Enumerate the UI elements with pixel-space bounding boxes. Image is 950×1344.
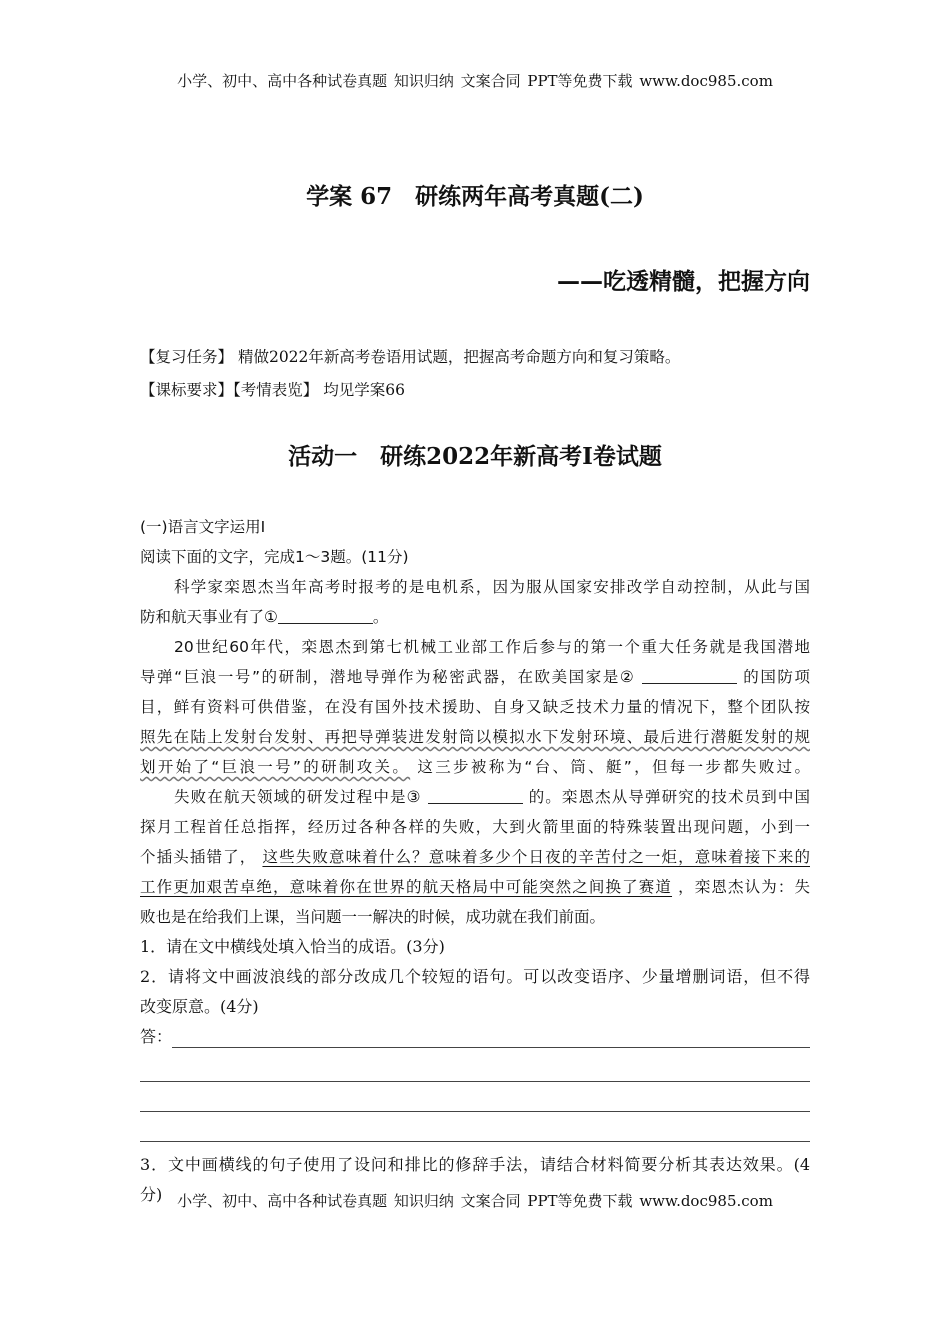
passage-line (140, 602, 810, 632)
text: 失败在航天领域的研发过程中是③ (174, 788, 422, 806)
page-subtitle: ——吃透精髓，把握方向 (557, 269, 810, 295)
page-header: 小学、初中、高中各种试卷真题 知识归纳 文案合同 PPT等免费下载 www.doc985.com (177, 72, 773, 90)
text: 这三步被称为“台、筒、艇”，但每一步都失败过。 (417, 758, 810, 776)
text: 。 (372, 608, 389, 626)
review-task (140, 345, 680, 367)
passage-line: 20世纪60年代，栾恩杰到第七机械工业部工作后参与的第一个重大任务就是我国潜地 (174, 638, 810, 656)
passage-line (140, 662, 810, 692)
passage-line (140, 752, 810, 782)
page-footer: 小学、初中、高中各种试卷真题 知识归纳 文案合同 PPT等免费下载 www.doc985.com (177, 1192, 773, 1210)
passage-line (140, 872, 810, 902)
meta-text: 均见学案66 (323, 381, 405, 399)
passage-line: 败也是在给我们上课，当问题一一解决的时候，成功就在我们前面。 (140, 908, 606, 926)
passage (140, 572, 810, 932)
passage-line (140, 842, 810, 872)
meta-label: 【复习任务】 (140, 348, 234, 366)
blank-3[interactable] (428, 785, 523, 804)
passage-line (140, 782, 810, 812)
answer-line[interactable] (172, 1022, 810, 1048)
text: 的。栾恩杰从导弹研究的技术员到中国 (528, 788, 810, 806)
passage-line (140, 692, 810, 722)
section-label: (一)语言文字运用Ⅰ (140, 518, 266, 536)
blank-2[interactable] (642, 665, 737, 684)
question-1: 1．请在文中横线处填入恰当的成语。(3分) (140, 937, 445, 956)
meta-text: 精做2022年新高考卷语用试题，把握高考命题方向和复习策略。 (237, 348, 681, 366)
text: 目，鲜有资料可供借鉴，在没有国外技术援助、自身又缺乏技术力量的情况下，整个团队按 (140, 698, 810, 716)
text: 导弹“巨浪一号”的研制，潜地导弹作为秘密武器，在欧美国家是② (140, 668, 636, 686)
passage-line: 科学家栾恩杰当年高考时报考的是电机系，因为服从国家安排改学自动控制，从此与国 (174, 578, 810, 596)
answer-area[interactable] (140, 1022, 810, 1052)
meta-label: 【课标要求】【考情表览】 (140, 381, 319, 399)
text: 的国防项 (743, 668, 810, 686)
question-3-cont: 分) (140, 1185, 163, 1204)
text: ，栾恩杰认为：失 (678, 878, 810, 896)
underlined-text: 这些失败意味着什么？意味着多少个日夜的辛苦付之一炬，意味着接下来的 (262, 848, 810, 866)
passage-line: 探月工程首任总指挥，经历过各种各样的失败，大到火箭里面的特殊装置出现问题，小到一 (140, 818, 810, 836)
answer-label: 答： (140, 1027, 173, 1046)
question-2-cont: 改变原意。(4分) (140, 997, 259, 1016)
wavy-underlined-text: 划开始了“巨浪一号”的研制攻关。 (140, 758, 411, 776)
text: 个插头插错了， (140, 848, 257, 866)
question-3: 3．文中画横线的句子使用了设问和排比的修辞手法，请结合材料简要分析其表达效果。(4 (140, 1155, 810, 1174)
answer-line[interactable] (140, 1052, 810, 1082)
activity-title: 活动一 研练2022年新高考Ⅰ卷试题 (288, 443, 662, 470)
text: 防和航天事业有了① (140, 608, 278, 626)
question-2: 2．请将文中画波浪线的部分改成几个较短的语句。可以改变语序、少量增删词语，但不得 (140, 967, 810, 986)
answer-line[interactable] (140, 1082, 810, 1112)
answer-line[interactable] (140, 1112, 810, 1142)
page-title: 学案 67 研练两年高考真题(二) (306, 183, 644, 210)
blank-1[interactable] (278, 605, 373, 624)
instruction: 阅读下面的文字，完成1～3题。(11分) (140, 548, 409, 566)
curriculum-requirements (140, 378, 405, 400)
underlined-text: 工作更加艰苦卓绝，意味着你在世界的航天格局中可能突然之间换了赛道 (140, 878, 673, 896)
passage-line (140, 722, 810, 752)
wavy-underlined-text: 照先在陆上发射台发射、再把导弹装进发射筒以模拟水下发射环境、最后进行潜艇发射的规 (140, 728, 810, 746)
exercise-body (140, 512, 810, 1210)
